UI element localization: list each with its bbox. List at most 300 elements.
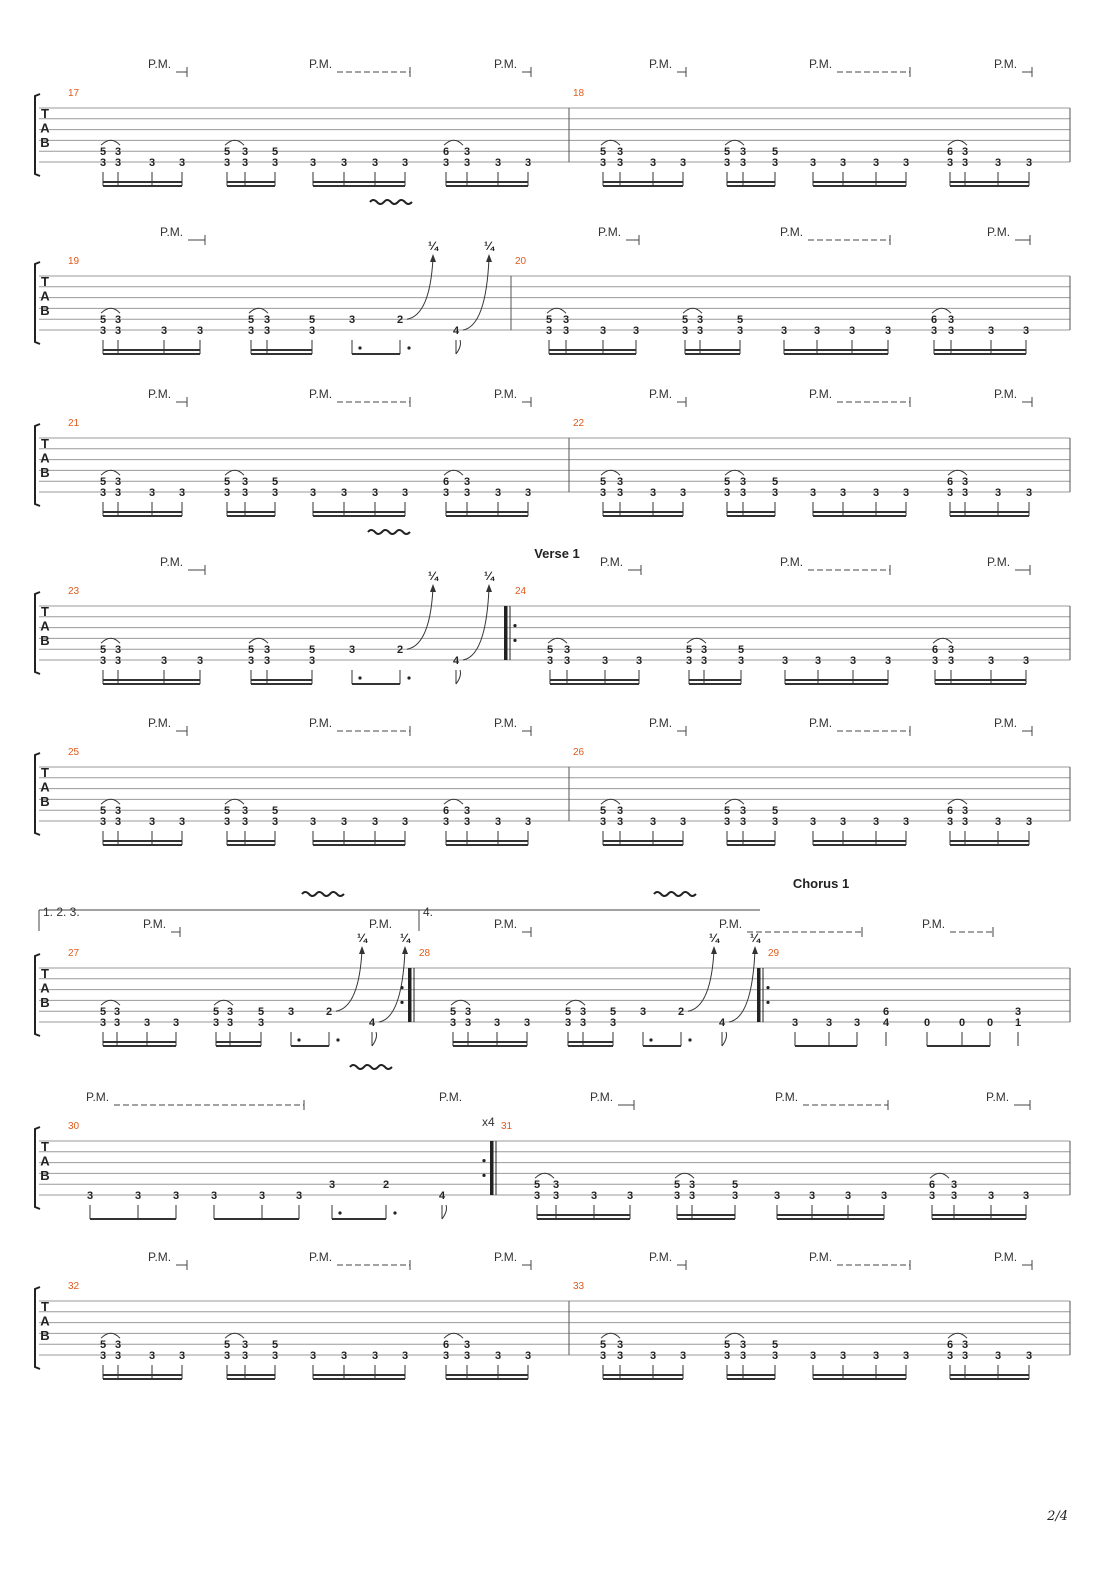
slur-arc bbox=[548, 638, 567, 643]
fret-number: 3 bbox=[263, 655, 271, 667]
slur-arc bbox=[451, 1000, 470, 1005]
fret-number: 3 bbox=[809, 157, 817, 169]
fret-number: 3 bbox=[247, 325, 255, 337]
palm-mute-label: P.M. bbox=[994, 716, 1018, 730]
fret-number: 3 bbox=[579, 1006, 587, 1019]
fret-number: 3 bbox=[401, 487, 409, 499]
fret-number: 3 bbox=[524, 487, 532, 499]
fret-number: 3 bbox=[210, 1190, 218, 1202]
fret-number: 3 bbox=[872, 1350, 880, 1362]
bend-curve bbox=[407, 588, 433, 649]
tab-clef-letter: B bbox=[40, 1328, 50, 1343]
palm-mute-label: P.M. bbox=[309, 1250, 333, 1264]
fret-number: 5 bbox=[308, 314, 316, 327]
fret-number: 5 bbox=[271, 805, 279, 818]
bend-arrow-icon bbox=[359, 946, 365, 954]
fret-number: 3 bbox=[679, 1350, 687, 1362]
palm-mute-label: P.M. bbox=[494, 917, 518, 931]
fret-number: 3 bbox=[616, 487, 624, 499]
fret-number: 3 bbox=[616, 1339, 624, 1352]
fret-number: 3 bbox=[994, 157, 1002, 169]
fret-number: 3 bbox=[649, 157, 657, 169]
fret-number: 3 bbox=[241, 1339, 249, 1352]
fret-number: 3 bbox=[739, 1350, 747, 1362]
bend-curve bbox=[336, 950, 362, 1011]
fret-number: 3 bbox=[839, 816, 847, 828]
page-number: 2/4 bbox=[1047, 1509, 1068, 1524]
fret-number: 3 bbox=[947, 314, 955, 327]
fret-number: 2 bbox=[677, 1006, 685, 1019]
bend-amount: ¼ bbox=[483, 239, 495, 253]
fret-number: 3 bbox=[1022, 325, 1030, 337]
fret-number: 3 bbox=[849, 655, 857, 667]
fret-number: 3 bbox=[371, 816, 379, 828]
fret-number: 3 bbox=[673, 1190, 681, 1202]
fret-number: 6 bbox=[928, 1179, 936, 1192]
fret-number: 3 bbox=[271, 157, 279, 169]
fret-number: 3 bbox=[114, 314, 122, 327]
fret-number: 3 bbox=[309, 487, 317, 499]
fret-number: 5 bbox=[673, 1179, 681, 1192]
fret-number: 5 bbox=[723, 805, 731, 818]
fret-number: 3 bbox=[616, 146, 624, 159]
bend-arrow-icon bbox=[430, 254, 436, 262]
slur-arc bbox=[225, 470, 244, 475]
palm-mute-label: P.M. bbox=[148, 1250, 172, 1264]
repeat-barline bbox=[490, 1141, 494, 1195]
fret-number: 3 bbox=[241, 146, 249, 159]
fret-number: 3 bbox=[449, 1017, 457, 1029]
slur-arc bbox=[101, 638, 120, 643]
palm-mute-label: P.M. bbox=[780, 555, 804, 569]
palm-mute-label: P.M. bbox=[986, 1090, 1010, 1104]
fret-number: 3 bbox=[178, 1350, 186, 1362]
fret-number: 3 bbox=[987, 325, 995, 337]
fret-number: 3 bbox=[947, 655, 955, 667]
fret-number: 3 bbox=[464, 1017, 472, 1029]
slur-arc bbox=[948, 470, 967, 475]
fret-number: 3 bbox=[546, 655, 554, 667]
fret-number: 3 bbox=[839, 157, 847, 169]
fret-number: 3 bbox=[739, 816, 747, 828]
slur-arc bbox=[683, 308, 702, 313]
fret-number: 3 bbox=[579, 1017, 587, 1029]
fret-number: 3 bbox=[563, 655, 571, 667]
fret-number: 5 bbox=[223, 1339, 231, 1352]
fret-number: 3 bbox=[401, 1350, 409, 1362]
slur-arc bbox=[101, 799, 120, 804]
fret-number: 3 bbox=[113, 1017, 121, 1029]
repeat-dot bbox=[482, 1174, 485, 1177]
measure-number: 18 bbox=[573, 88, 585, 99]
vibrato-icon bbox=[654, 892, 696, 896]
fret-number: 3 bbox=[99, 1017, 107, 1029]
tab-clef-letter: A bbox=[40, 288, 50, 304]
fret-number: 5 bbox=[99, 314, 107, 327]
fret-number: 3 bbox=[739, 476, 747, 489]
fret-number: 5 bbox=[99, 1006, 107, 1019]
fret-number: 3 bbox=[442, 816, 450, 828]
fret-number: 3 bbox=[295, 1190, 303, 1202]
fret-number: 3 bbox=[263, 314, 271, 327]
fret-number: 3 bbox=[99, 487, 107, 499]
fret-number: 3 bbox=[739, 1339, 747, 1352]
fret-number: 3 bbox=[696, 325, 704, 337]
rhythm-dot bbox=[297, 1038, 300, 1041]
fret-number: 3 bbox=[348, 314, 356, 327]
fret-number: 3 bbox=[114, 655, 122, 667]
fret-number: 3 bbox=[562, 314, 570, 327]
fret-number: 5 bbox=[271, 146, 279, 159]
fret-number: 3 bbox=[258, 1190, 266, 1202]
fret-number: 2 bbox=[396, 314, 404, 327]
fret-number: 3 bbox=[994, 487, 1002, 499]
note-flag bbox=[722, 1032, 727, 1046]
palm-mute-label: P.M. bbox=[494, 57, 518, 71]
fret-number: 3 bbox=[723, 1350, 731, 1362]
fret-number: 6 bbox=[946, 146, 954, 159]
fret-number: 3 bbox=[99, 157, 107, 169]
fret-number: 3 bbox=[771, 1350, 779, 1362]
vibrato-icon bbox=[350, 1065, 392, 1069]
note-flag bbox=[372, 1032, 377, 1046]
fret-number: 1 bbox=[1014, 1017, 1022, 1029]
fret-number: 5 bbox=[99, 644, 107, 657]
fret-number: 3 bbox=[241, 476, 249, 489]
fret-number: 3 bbox=[809, 1350, 817, 1362]
fret-number: 3 bbox=[723, 157, 731, 169]
fret-number: 3 bbox=[649, 816, 657, 828]
fret-number: 3 bbox=[226, 1006, 234, 1019]
fret-number: 5 bbox=[599, 1339, 607, 1352]
fret-number: 3 bbox=[172, 1190, 180, 1202]
measure-number: 32 bbox=[68, 1281, 80, 1292]
slur-arc bbox=[725, 470, 744, 475]
fret-number: 5 bbox=[771, 146, 779, 159]
fret-number: 3 bbox=[1014, 1006, 1022, 1019]
fret-number: 3 bbox=[442, 487, 450, 499]
fret-number: 3 bbox=[1025, 157, 1033, 169]
fret-number: 3 bbox=[961, 487, 969, 499]
fret-number: 3 bbox=[263, 644, 271, 657]
fret-number: 6 bbox=[442, 146, 450, 159]
fret-number: 3 bbox=[809, 487, 817, 499]
rhythm-dot bbox=[393, 1211, 396, 1214]
fret-number: 3 bbox=[241, 816, 249, 828]
palm-mute-label: P.M. bbox=[809, 716, 833, 730]
fret-number: 3 bbox=[494, 816, 502, 828]
rhythm-dot bbox=[649, 1038, 652, 1041]
rhythm-dot bbox=[336, 1038, 339, 1041]
fret-number: 3 bbox=[463, 146, 471, 159]
volta-label: 4. bbox=[423, 905, 434, 919]
fret-number: 3 bbox=[143, 1017, 151, 1029]
fret-number: 3 bbox=[813, 325, 821, 337]
palm-mute-label: P.M. bbox=[160, 225, 184, 239]
palm-mute-label: P.M. bbox=[775, 1090, 799, 1104]
fret-number: 3 bbox=[287, 1006, 295, 1019]
tab-system bbox=[35, 1250, 1070, 1379]
fret-number: 5 bbox=[546, 644, 554, 657]
bend-amount: ¼ bbox=[356, 931, 368, 945]
fret-number: 5 bbox=[545, 314, 553, 327]
slur-arc bbox=[725, 799, 744, 804]
fret-number: 0 bbox=[986, 1017, 994, 1029]
measure-number: 22 bbox=[573, 418, 585, 429]
fret-number: 3 bbox=[599, 816, 607, 828]
fret-number: 3 bbox=[616, 805, 624, 818]
fret-number: 3 bbox=[160, 655, 168, 667]
tab-system bbox=[35, 530, 1070, 684]
measure-number: 20 bbox=[515, 256, 527, 267]
fret-number: 6 bbox=[442, 805, 450, 818]
fret-number: 3 bbox=[223, 1350, 231, 1362]
fret-number: 3 bbox=[872, 487, 880, 499]
measure-number: 33 bbox=[573, 1281, 585, 1292]
tab-clef-letter: T bbox=[41, 604, 49, 619]
rhythm-dot bbox=[358, 346, 361, 349]
fret-number: 3 bbox=[148, 816, 156, 828]
fret-number: 3 bbox=[931, 655, 939, 667]
fret-number: 3 bbox=[86, 1190, 94, 1202]
fret-number: 3 bbox=[853, 1017, 861, 1029]
tab-system bbox=[35, 387, 1070, 516]
fret-number: 3 bbox=[308, 325, 316, 337]
palm-mute-label: P.M. bbox=[994, 387, 1018, 401]
fret-number: 3 bbox=[994, 816, 1002, 828]
repeat-dot bbox=[400, 986, 403, 989]
fret-number: 3 bbox=[523, 1017, 531, 1029]
tab-system bbox=[35, 57, 1070, 186]
bend-arrow-icon bbox=[711, 946, 717, 954]
fret-number: 6 bbox=[882, 1006, 890, 1019]
fret-number: 3 bbox=[1022, 1190, 1030, 1202]
fret-number: 3 bbox=[340, 487, 348, 499]
palm-mute-label: P.M. bbox=[309, 387, 333, 401]
system-bracket bbox=[35, 1127, 40, 1209]
fret-number: 3 bbox=[148, 487, 156, 499]
fret-number: 3 bbox=[739, 487, 747, 499]
slur-arc bbox=[214, 1000, 233, 1005]
palm-mute-label: P.M. bbox=[809, 1250, 833, 1264]
fret-number: 3 bbox=[552, 1179, 560, 1192]
tab-clef-letter: B bbox=[40, 1168, 50, 1183]
fret-number: 3 bbox=[271, 487, 279, 499]
fret-number: 3 bbox=[590, 1190, 598, 1202]
fret-number: 3 bbox=[99, 1350, 107, 1362]
fret-number: 3 bbox=[99, 655, 107, 667]
fret-number: 3 bbox=[844, 1190, 852, 1202]
fret-number: 5 bbox=[599, 146, 607, 159]
fret-number: 3 bbox=[463, 487, 471, 499]
fret-number: 3 bbox=[814, 655, 822, 667]
fret-number: 3 bbox=[114, 325, 122, 337]
fret-number: 3 bbox=[463, 476, 471, 489]
fret-number: 3 bbox=[902, 1350, 910, 1362]
bend-amount: ¼ bbox=[483, 569, 495, 583]
bend-curve bbox=[688, 950, 714, 1011]
fret-number: 3 bbox=[599, 1350, 607, 1362]
fret-number: 3 bbox=[946, 816, 954, 828]
fret-number: 3 bbox=[178, 487, 186, 499]
tab-system bbox=[35, 1065, 1070, 1219]
slur-arc bbox=[601, 1333, 620, 1338]
fret-number: 5 bbox=[731, 1179, 739, 1192]
tab-clef-letter: B bbox=[40, 633, 50, 648]
fret-number: 3 bbox=[241, 487, 249, 499]
fret-number: 3 bbox=[946, 487, 954, 499]
repeat-dot bbox=[482, 1159, 485, 1162]
fret-number: 3 bbox=[114, 805, 122, 818]
fret-number: 3 bbox=[271, 816, 279, 828]
fret-number: 3 bbox=[632, 325, 640, 337]
slur-arc bbox=[948, 799, 967, 804]
slur-arc bbox=[249, 308, 268, 313]
note-flag bbox=[456, 670, 461, 684]
fret-number: 3 bbox=[223, 157, 231, 169]
fret-number: 3 bbox=[223, 816, 231, 828]
slur-arc bbox=[725, 1333, 744, 1338]
fret-number: 3 bbox=[148, 1350, 156, 1362]
repeat-barline bbox=[757, 968, 761, 1022]
tab-system bbox=[35, 876, 1070, 1046]
slur-arc bbox=[547, 308, 566, 313]
tab-clef-letter: T bbox=[41, 765, 49, 780]
fret-number: 3 bbox=[780, 325, 788, 337]
fret-number: 3 bbox=[212, 1017, 220, 1029]
fret-number: 4 bbox=[452, 325, 460, 337]
fret-number: 4 bbox=[438, 1190, 446, 1202]
palm-mute-label: P.M. bbox=[598, 225, 622, 239]
fret-number: 5 bbox=[99, 805, 107, 818]
fret-number: 3 bbox=[773, 1190, 781, 1202]
repeat-dot bbox=[766, 1001, 769, 1004]
fret-number: 5 bbox=[223, 476, 231, 489]
palm-mute-label: P.M. bbox=[309, 716, 333, 730]
bend-amount: ¼ bbox=[427, 569, 439, 583]
palm-mute-label: P.M. bbox=[148, 57, 172, 71]
fret-number: 3 bbox=[616, 476, 624, 489]
fret-number: 3 bbox=[493, 1017, 501, 1029]
measure-number: 29 bbox=[768, 948, 780, 959]
fret-number: 3 bbox=[114, 157, 122, 169]
fret-number: 3 bbox=[340, 816, 348, 828]
rhythm-dot bbox=[407, 346, 410, 349]
fret-number: 3 bbox=[884, 325, 892, 337]
fret-number: 5 bbox=[99, 146, 107, 159]
tab-clef-letter: T bbox=[41, 1299, 49, 1314]
fret-number: 4 bbox=[368, 1017, 376, 1029]
note-flag bbox=[442, 1205, 447, 1219]
fret-number: 4 bbox=[452, 655, 460, 667]
fret-number: 3 bbox=[685, 655, 693, 667]
fret-number: 3 bbox=[739, 157, 747, 169]
fret-number: 3 bbox=[494, 1350, 502, 1362]
fret-number: 5 bbox=[271, 1339, 279, 1352]
fret-number: 3 bbox=[688, 1179, 696, 1192]
slur-arc bbox=[225, 799, 244, 804]
fret-number: 5 bbox=[771, 476, 779, 489]
fret-number: 5 bbox=[599, 476, 607, 489]
fret-number: 3 bbox=[961, 805, 969, 818]
fret-number: 3 bbox=[723, 487, 731, 499]
fret-number: 3 bbox=[601, 655, 609, 667]
fret-number: 3 bbox=[808, 1190, 816, 1202]
fret-number: 5 bbox=[247, 314, 255, 327]
tab-score bbox=[35, 57, 1070, 1379]
fret-number: 3 bbox=[463, 1350, 471, 1362]
palm-mute-label: P.M. bbox=[369, 917, 393, 931]
fret-number: 3 bbox=[178, 157, 186, 169]
fret-number: 3 bbox=[562, 325, 570, 337]
fret-number: 3 bbox=[1025, 487, 1033, 499]
fret-number: 3 bbox=[114, 816, 122, 828]
section-title: Chorus 1 bbox=[792, 876, 850, 891]
fret-number: 0 bbox=[958, 1017, 966, 1029]
measure-number: 30 bbox=[68, 1121, 80, 1132]
slur-arc bbox=[687, 638, 706, 643]
fret-number: 3 bbox=[134, 1190, 142, 1202]
fret-number: 3 bbox=[771, 816, 779, 828]
slur-arc bbox=[566, 1000, 585, 1005]
fret-number: 3 bbox=[564, 1017, 572, 1029]
fret-number: 3 bbox=[616, 1350, 624, 1362]
fret-number: 3 bbox=[839, 1350, 847, 1362]
palm-mute-label: P.M. bbox=[649, 387, 673, 401]
tab-clef-letter: A bbox=[40, 1313, 50, 1329]
fret-number: 3 bbox=[872, 816, 880, 828]
fret-number: 5 bbox=[685, 644, 693, 657]
slur-arc bbox=[930, 1173, 949, 1178]
fret-number: 2 bbox=[382, 1179, 390, 1192]
palm-mute-label: P.M. bbox=[987, 225, 1011, 239]
slur-arc bbox=[601, 799, 620, 804]
fret-number: 3 bbox=[545, 325, 553, 337]
tab-clef-letter: T bbox=[41, 274, 49, 289]
fret-number: 3 bbox=[241, 805, 249, 818]
fret-number: 3 bbox=[340, 157, 348, 169]
fret-number: 5 bbox=[247, 644, 255, 657]
fret-number: 3 bbox=[961, 1350, 969, 1362]
fret-number: 3 bbox=[872, 157, 880, 169]
repeat-barline bbox=[408, 968, 412, 1022]
fret-number: 3 bbox=[950, 1179, 958, 1192]
tab-clef-letter: B bbox=[40, 465, 50, 480]
fret-number: 3 bbox=[679, 816, 687, 828]
fret-number: 3 bbox=[880, 1190, 888, 1202]
slur-arc bbox=[225, 1333, 244, 1338]
fret-number: 3 bbox=[947, 644, 955, 657]
fret-number: 3 bbox=[114, 476, 122, 489]
fret-number: 3 bbox=[737, 655, 745, 667]
palm-mute-label: P.M. bbox=[994, 57, 1018, 71]
bend-arrow-icon bbox=[486, 584, 492, 592]
fret-number: 3 bbox=[533, 1190, 541, 1202]
slur-arc bbox=[948, 1333, 967, 1338]
fret-number: 3 bbox=[524, 816, 532, 828]
fret-number: 3 bbox=[616, 157, 624, 169]
fret-number: 3 bbox=[809, 816, 817, 828]
repeat-dot bbox=[513, 624, 516, 627]
fret-number: 3 bbox=[348, 644, 356, 657]
fret-number: 3 bbox=[649, 487, 657, 499]
palm-mute-label: P.M. bbox=[649, 716, 673, 730]
repeat-dot bbox=[400, 1001, 403, 1004]
fret-number: 3 bbox=[839, 487, 847, 499]
vibrato-icon bbox=[302, 892, 344, 896]
palm-mute-label: P.M. bbox=[719, 917, 743, 931]
tab-clef-letter: A bbox=[40, 980, 50, 996]
